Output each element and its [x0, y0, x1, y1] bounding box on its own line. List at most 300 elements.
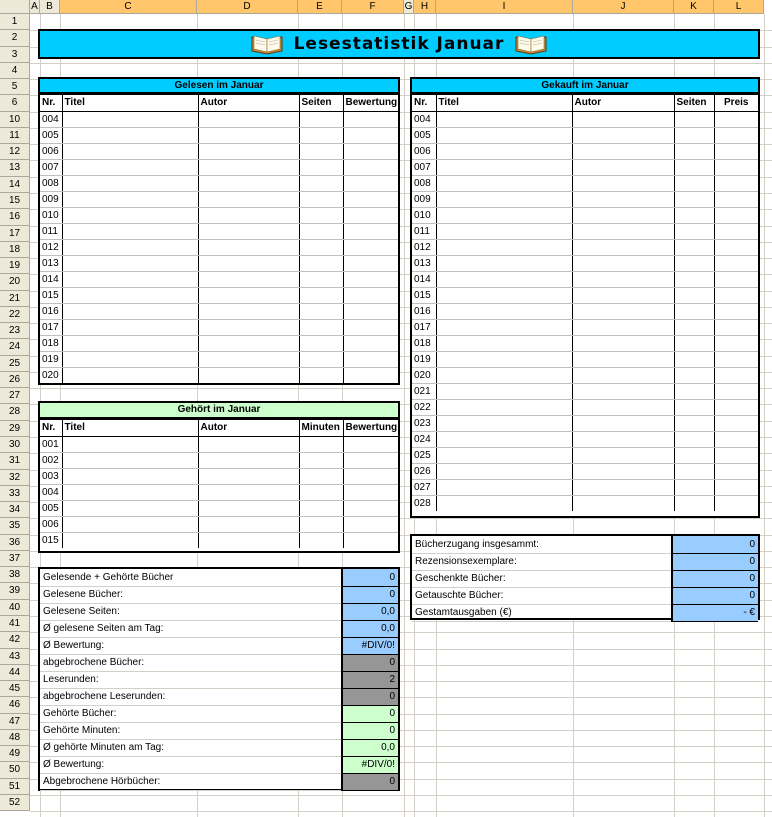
table-cell[interactable] — [674, 271, 714, 287]
table-row[interactable] — [412, 143, 758, 159]
row-header-14[interactable]: 14 — [0, 177, 30, 193]
row-header-42[interactable]: 42 — [0, 632, 30, 648]
table-row[interactable] — [412, 239, 758, 255]
table-cell[interactable] — [62, 532, 198, 548]
table-cell[interactable] — [62, 255, 198, 271]
table-cell[interactable] — [62, 351, 198, 367]
table-row[interactable] — [412, 287, 758, 303]
row-header-25[interactable]: 25 — [0, 356, 30, 372]
table-row[interactable] — [40, 367, 398, 383]
table-row[interactable] — [412, 495, 758, 511]
table-cell[interactable] — [572, 495, 674, 511]
table-cell[interactable] — [572, 383, 674, 399]
table-row[interactable] — [40, 191, 398, 207]
row-number[interactable]: 016 — [40, 303, 62, 319]
row-header-13[interactable]: 13 — [0, 160, 30, 176]
row-header-4[interactable]: 4 — [0, 63, 30, 79]
row-number[interactable]: 027 — [412, 479, 436, 495]
table-row[interactable] — [412, 431, 758, 447]
select-all-corner[interactable] — [0, 0, 30, 14]
table-row[interactable] — [40, 303, 398, 319]
table-cell[interactable] — [62, 516, 198, 532]
table-row[interactable] — [40, 239, 398, 255]
table-cell[interactable] — [343, 351, 398, 367]
table-cell[interactable] — [436, 399, 572, 415]
table-cell[interactable] — [343, 255, 398, 271]
table-cell[interactable] — [299, 516, 343, 532]
table-cell[interactable] — [198, 255, 299, 271]
table-cell[interactable] — [714, 495, 758, 511]
row-number[interactable]: 005 — [40, 127, 62, 143]
row-header-17[interactable]: 17 — [0, 226, 30, 242]
row-header-32[interactable]: 32 — [0, 470, 30, 486]
table-row[interactable] — [40, 532, 398, 548]
table-cell[interactable] — [299, 532, 343, 548]
column-header-g[interactable]: G — [404, 1, 413, 12]
table-cell[interactable] — [572, 127, 674, 143]
row-number[interactable]: 005 — [412, 127, 436, 143]
table-row[interactable] — [412, 319, 758, 335]
table-cell[interactable] — [343, 223, 398, 239]
row-number[interactable]: 006 — [40, 516, 62, 532]
row-number[interactable]: 003 — [40, 468, 62, 484]
table-row[interactable] — [412, 255, 758, 271]
table-cell[interactable] — [714, 351, 758, 367]
table-cell[interactable] — [299, 484, 343, 500]
table-cell[interactable] — [674, 223, 714, 239]
row-number[interactable]: 020 — [412, 367, 436, 383]
table-cell[interactable] — [572, 479, 674, 495]
table-row[interactable] — [412, 127, 758, 143]
table-cell[interactable] — [198, 367, 299, 383]
table-cell[interactable] — [572, 159, 674, 175]
table-cell[interactable] — [674, 239, 714, 255]
row-header-22[interactable]: 22 — [0, 307, 30, 323]
table-cell[interactable] — [299, 191, 343, 207]
table-cell[interactable] — [674, 367, 714, 383]
table-cell[interactable] — [674, 111, 714, 127]
table-row[interactable] — [412, 463, 758, 479]
stat-value[interactable]: #DIV/0! — [342, 637, 398, 654]
table-cell[interactable] — [198, 111, 299, 127]
table-cell[interactable] — [299, 239, 343, 255]
table-row[interactable] — [412, 191, 758, 207]
column-header-f[interactable]: F — [342, 0, 404, 14]
table-cell[interactable] — [198, 500, 299, 516]
table-cell[interactable] — [343, 516, 398, 532]
table-cell[interactable] — [436, 287, 572, 303]
table-cell[interactable] — [198, 303, 299, 319]
table-row[interactable] — [412, 335, 758, 351]
table-cell[interactable] — [674, 207, 714, 223]
row-number[interactable]: 022 — [412, 399, 436, 415]
table-cell[interactable] — [62, 143, 198, 159]
row-number[interactable]: 009 — [40, 191, 62, 207]
row-number[interactable]: 026 — [412, 463, 436, 479]
table-row[interactable] — [412, 399, 758, 415]
row-number[interactable]: 018 — [40, 335, 62, 351]
table-cell[interactable] — [198, 239, 299, 255]
row-number[interactable]: 015 — [412, 287, 436, 303]
row-header-49[interactable]: 49 — [0, 746, 30, 762]
table-cell[interactable] — [198, 436, 299, 452]
table-row[interactable] — [412, 303, 758, 319]
table-cell[interactable] — [62, 452, 198, 468]
table-cell[interactable] — [343, 484, 398, 500]
table-row[interactable] — [412, 415, 758, 431]
row-header-11[interactable]: 11 — [0, 128, 30, 144]
row-header-28[interactable]: 28 — [0, 404, 30, 420]
row-header-47[interactable]: 47 — [0, 714, 30, 730]
table-cell[interactable] — [299, 223, 343, 239]
row-header-29[interactable]: 29 — [0, 421, 30, 437]
table-cell[interactable] — [436, 351, 572, 367]
table-cell[interactable] — [198, 175, 299, 191]
row-number[interactable]: 006 — [412, 143, 436, 159]
table-row[interactable] — [40, 255, 398, 271]
table-cell[interactable] — [436, 175, 572, 191]
row-number[interactable]: 017 — [412, 319, 436, 335]
table-cell[interactable] — [674, 303, 714, 319]
table-cell[interactable] — [436, 271, 572, 287]
row-header-21[interactable]: 21 — [0, 291, 30, 307]
table-cell[interactable] — [572, 335, 674, 351]
table-row[interactable] — [40, 516, 398, 532]
table-cell[interactable] — [343, 367, 398, 383]
row-header-16[interactable]: 16 — [0, 209, 30, 225]
table-cell[interactable] — [62, 468, 198, 484]
row-number[interactable]: 018 — [412, 335, 436, 351]
table-cell[interactable] — [299, 255, 343, 271]
table-cell[interactable] — [714, 175, 758, 191]
table-cell[interactable] — [62, 484, 198, 500]
column-header-j[interactable]: J — [573, 0, 674, 14]
table-cell[interactable] — [62, 223, 198, 239]
table-row[interactable] — [412, 159, 758, 175]
table-cell[interactable] — [436, 111, 572, 127]
table-cell[interactable] — [299, 143, 343, 159]
table-cell[interactable] — [714, 367, 758, 383]
row-header-5[interactable]: 5 — [0, 79, 30, 95]
table-cell[interactable] — [674, 495, 714, 511]
row-header-52[interactable]: 52 — [0, 795, 30, 811]
table-cell[interactable] — [572, 239, 674, 255]
table-cell[interactable] — [674, 159, 714, 175]
column-header-i[interactable]: I — [436, 0, 573, 14]
row-number[interactable]: 007 — [412, 159, 436, 175]
table-cell[interactable] — [62, 319, 198, 335]
table-cell[interactable] — [343, 303, 398, 319]
table-cell[interactable] — [674, 415, 714, 431]
stat-value[interactable]: 0 — [342, 705, 398, 722]
table-cell[interactable] — [198, 207, 299, 223]
table-cell[interactable] — [714, 255, 758, 271]
table-cell[interactable] — [436, 415, 572, 431]
table-cell[interactable] — [343, 500, 398, 516]
table-cell[interactable] — [343, 191, 398, 207]
row-header-35[interactable]: 35 — [0, 518, 30, 534]
table-cell[interactable] — [62, 287, 198, 303]
table-row[interactable] — [412, 383, 758, 399]
table-cell[interactable] — [62, 127, 198, 143]
table-cell[interactable] — [343, 143, 398, 159]
row-header-20[interactable]: 20 — [0, 274, 30, 290]
row-number[interactable]: 012 — [412, 239, 436, 255]
table-cell[interactable] — [572, 367, 674, 383]
table-cell[interactable] — [299, 111, 343, 127]
row-number[interactable]: 008 — [412, 175, 436, 191]
table-cell[interactable] — [674, 399, 714, 415]
table-cell[interactable] — [299, 351, 343, 367]
table-cell[interactable] — [436, 303, 572, 319]
table-cell[interactable] — [343, 287, 398, 303]
table-cell[interactable] — [436, 335, 572, 351]
row-number[interactable]: 004 — [40, 484, 62, 500]
table-cell[interactable] — [674, 351, 714, 367]
row-header-27[interactable]: 27 — [0, 388, 30, 404]
row-header-48[interactable]: 48 — [0, 730, 30, 746]
row-header-26[interactable]: 26 — [0, 372, 30, 388]
row-number[interactable]: 012 — [40, 239, 62, 255]
table-cell[interactable] — [436, 479, 572, 495]
row-number[interactable]: 004 — [40, 111, 62, 127]
table-row[interactable] — [412, 223, 758, 239]
table-cell[interactable] — [572, 463, 674, 479]
table-row[interactable] — [40, 111, 398, 127]
table-cell[interactable] — [198, 287, 299, 303]
table-cell[interactable] — [674, 447, 714, 463]
stat-value[interactable]: 0 — [342, 654, 398, 671]
table-cell[interactable] — [674, 255, 714, 271]
table-cell[interactable] — [343, 532, 398, 548]
table-cell[interactable] — [299, 207, 343, 223]
table-row[interactable] — [40, 319, 398, 335]
row-header-23[interactable]: 23 — [0, 323, 30, 339]
table-cell[interactable] — [714, 463, 758, 479]
table-cell[interactable] — [572, 255, 674, 271]
table-cell[interactable] — [62, 271, 198, 287]
table-cell[interactable] — [436, 127, 572, 143]
stat-value[interactable]: - € — [672, 604, 758, 621]
table-cell[interactable] — [299, 436, 343, 452]
row-number[interactable]: 015 — [40, 532, 62, 548]
table-cell[interactable] — [674, 335, 714, 351]
table-row[interactable] — [40, 436, 398, 452]
table-cell[interactable] — [343, 127, 398, 143]
table-cell[interactable] — [572, 399, 674, 415]
row-header-6[interactable]: 6 — [0, 95, 30, 111]
table-cell[interactable] — [343, 436, 398, 452]
row-number[interactable]: 025 — [412, 447, 436, 463]
table-row[interactable] — [40, 468, 398, 484]
row-header-34[interactable]: 34 — [0, 502, 30, 518]
table-cell[interactable] — [572, 319, 674, 335]
table-cell[interactable] — [343, 452, 398, 468]
table-cell[interactable] — [714, 415, 758, 431]
table-cell[interactable] — [572, 415, 674, 431]
row-header-15[interactable]: 15 — [0, 193, 30, 209]
row-header-33[interactable]: 33 — [0, 486, 30, 502]
table-cell[interactable] — [714, 399, 758, 415]
stat-value[interactable]: 0 — [672, 553, 758, 570]
row-header-31[interactable]: 31 — [0, 453, 30, 469]
row-header-40[interactable]: 40 — [0, 600, 30, 616]
row-header-30[interactable]: 30 — [0, 437, 30, 453]
table-row[interactable] — [40, 175, 398, 191]
table-row[interactable] — [40, 223, 398, 239]
table-cell[interactable] — [572, 271, 674, 287]
row-number[interactable]: 005 — [40, 500, 62, 516]
table-cell[interactable] — [198, 452, 299, 468]
table-cell[interactable] — [436, 143, 572, 159]
stat-value[interactable]: 0 — [672, 587, 758, 604]
table-cell[interactable] — [674, 127, 714, 143]
table-cell[interactable] — [299, 319, 343, 335]
table-row[interactable] — [40, 127, 398, 143]
table-cell[interactable] — [299, 452, 343, 468]
column-header-h[interactable]: H — [414, 0, 436, 14]
table-row[interactable] — [412, 447, 758, 463]
stat-value[interactable]: 0,0 — [342, 739, 398, 756]
row-number[interactable]: 019 — [40, 351, 62, 367]
table-cell[interactable] — [299, 303, 343, 319]
table-cell[interactable] — [343, 335, 398, 351]
read-table[interactable] — [38, 93, 400, 385]
table-cell[interactable] — [436, 447, 572, 463]
table-cell[interactable] — [299, 175, 343, 191]
row-header-3[interactable]: 3 — [0, 47, 30, 63]
stat-value[interactable]: 0 — [342, 569, 398, 586]
table-cell[interactable] — [198, 159, 299, 175]
row-number[interactable]: 010 — [40, 207, 62, 223]
table-cell[interactable] — [572, 143, 674, 159]
row-number[interactable]: 008 — [40, 175, 62, 191]
table-cell[interactable] — [343, 468, 398, 484]
heard-table[interactable] — [38, 418, 400, 553]
table-cell[interactable] — [62, 191, 198, 207]
table-cell[interactable] — [343, 271, 398, 287]
table-row[interactable] — [412, 367, 758, 383]
row-number[interactable]: 007 — [40, 159, 62, 175]
table-cell[interactable] — [714, 287, 758, 303]
table-cell[interactable] — [299, 159, 343, 175]
table-cell[interactable] — [714, 383, 758, 399]
table-cell[interactable] — [343, 175, 398, 191]
row-header-37[interactable]: 37 — [0, 551, 30, 567]
row-header-10[interactable]: 10 — [0, 112, 30, 128]
table-row[interactable] — [40, 452, 398, 468]
row-number[interactable]: 013 — [412, 255, 436, 271]
row-header-43[interactable]: 43 — [0, 649, 30, 665]
table-cell[interactable] — [62, 207, 198, 223]
row-header-51[interactable]: 51 — [0, 779, 30, 795]
table-cell[interactable] — [198, 191, 299, 207]
row-header-45[interactable]: 45 — [0, 681, 30, 697]
table-cell[interactable] — [299, 500, 343, 516]
table-row[interactable] — [40, 159, 398, 175]
row-number[interactable]: 014 — [412, 271, 436, 287]
table-cell[interactable] — [436, 255, 572, 271]
row-number[interactable]: 011 — [40, 223, 62, 239]
table-cell[interactable] — [62, 335, 198, 351]
row-header-1[interactable]: 1 — [0, 14, 30, 30]
table-cell[interactable] — [572, 111, 674, 127]
stat-value[interactable]: 0,0 — [342, 620, 398, 637]
column-header-a[interactable]: A — [30, 0, 40, 14]
table-cell[interactable] — [299, 335, 343, 351]
table-row[interactable] — [40, 335, 398, 351]
table-row[interactable] — [40, 271, 398, 287]
table-cell[interactable] — [198, 532, 299, 548]
table-cell[interactable] — [572, 175, 674, 191]
table-cell[interactable] — [198, 516, 299, 532]
table-cell[interactable] — [343, 159, 398, 175]
bought-table[interactable] — [410, 93, 760, 518]
row-header-46[interactable]: 46 — [0, 697, 30, 713]
row-number[interactable]: 004 — [412, 111, 436, 127]
row-header-19[interactable]: 19 — [0, 258, 30, 274]
table-row[interactable] — [40, 351, 398, 367]
table-cell[interactable] — [436, 383, 572, 399]
table-cell[interactable] — [299, 367, 343, 383]
table-cell[interactable] — [343, 111, 398, 127]
column-header-c[interactable]: C — [60, 0, 197, 14]
table-cell[interactable] — [714, 159, 758, 175]
table-cell[interactable] — [674, 191, 714, 207]
table-cell[interactable] — [343, 319, 398, 335]
table-cell[interactable] — [674, 143, 714, 159]
table-cell[interactable] — [714, 191, 758, 207]
row-number[interactable]: 016 — [412, 303, 436, 319]
row-number[interactable]: 001 — [40, 436, 62, 452]
table-cell[interactable] — [714, 431, 758, 447]
stat-value[interactable]: 0 — [672, 536, 758, 553]
table-cell[interactable] — [62, 175, 198, 191]
table-cell[interactable] — [572, 431, 674, 447]
column-header-l[interactable]: L — [714, 0, 764, 14]
column-header-e[interactable]: E — [298, 0, 342, 14]
row-number[interactable]: 015 — [40, 287, 62, 303]
table-cell[interactable] — [714, 447, 758, 463]
stat-value[interactable]: #DIV/0! — [342, 756, 398, 773]
table-row[interactable] — [40, 143, 398, 159]
table-cell[interactable] — [62, 239, 198, 255]
table-cell[interactable] — [714, 223, 758, 239]
row-header-24[interactable]: 24 — [0, 339, 30, 355]
table-cell[interactable] — [198, 351, 299, 367]
table-cell[interactable] — [436, 431, 572, 447]
table-row[interactable] — [40, 207, 398, 223]
stat-value[interactable]: 0 — [342, 586, 398, 603]
stat-value[interactable]: 0 — [342, 722, 398, 739]
table-cell[interactable] — [436, 319, 572, 335]
table-row[interactable] — [40, 287, 398, 303]
table-cell[interactable] — [198, 335, 299, 351]
table-cell[interactable] — [62, 303, 198, 319]
stat-value[interactable]: 2 — [342, 671, 398, 688]
row-number[interactable]: 013 — [40, 255, 62, 271]
table-cell[interactable] — [714, 319, 758, 335]
table-cell[interactable] — [674, 287, 714, 303]
table-cell[interactable] — [62, 159, 198, 175]
table-cell[interactable] — [714, 479, 758, 495]
table-row[interactable] — [412, 207, 758, 223]
row-number[interactable]: 020 — [40, 367, 62, 383]
row-header-38[interactable]: 38 — [0, 567, 30, 583]
table-row[interactable] — [40, 484, 398, 500]
table-cell[interactable] — [572, 287, 674, 303]
row-number[interactable]: 023 — [412, 415, 436, 431]
